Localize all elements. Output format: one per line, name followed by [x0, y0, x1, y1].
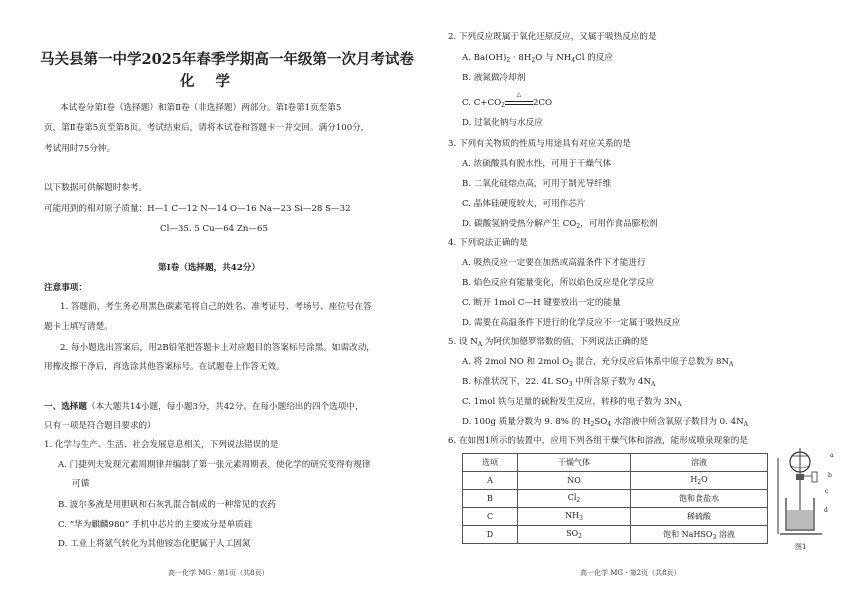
gas-cell: $Cl_2$ — [518, 490, 631, 508]
data-note: 以下数据可供解题时参考。 — [44, 183, 148, 193]
section-title: 第Ⅰ卷（选择题，共42分） — [158, 263, 260, 273]
option-c: C. $C+CO_2$ △ 2CO — [462, 91, 553, 109]
notice-title: 注意事项： — [44, 283, 87, 293]
option-b: B. 液氮做冷却剂 — [462, 73, 526, 83]
table-header-cell: 选项 — [463, 454, 518, 472]
gas-cell: NO — [518, 472, 631, 490]
figure-label-a: a — [830, 452, 834, 459]
part-desc: 只有一项是符合题目要求的） — [44, 421, 156, 431]
table-row — [463, 526, 768, 544]
notice-item: 1. 答题前，考生务必用黑色碳素笔将自己的姓名、准考证号、考场号、座位号在答 — [60, 302, 372, 312]
options-table — [462, 453, 768, 544]
option-b: B. 二氧化硅熔点高，可用于制光导纤维 — [462, 179, 612, 189]
option-cell: A — [463, 472, 518, 490]
option-cell: C — [463, 508, 518, 526]
option-d: D. 需要在高温条件下进行的化学反应不一定属于吸热反应 — [462, 318, 681, 328]
notice-item: 2. 每小题选出答案后，用2B铅笔把答题卡上对应题目的答案标号涂黑。如需改动， — [60, 343, 375, 353]
option-c: C. “华为麒麟980” 手机中芯片的主要成分是单质硅 — [58, 520, 253, 530]
table-header-cell: 溶液 — [631, 454, 768, 472]
solution-cell: 饱和 NaHSO$_3$ 溶液 — [631, 526, 768, 544]
page-2 — [430, 0, 860, 592]
option-c: C. 断开 1mol C—H 键要放出一定的能量 — [462, 298, 621, 308]
table-row — [463, 490, 768, 508]
question-5: 5. 设 $N_A$ 为阿伏加德罗常数的值，下列说法正确的是 — [448, 337, 649, 348]
part-heading: 一、选择题（本大题共14小题，每小题3分，共42分。在每小题给出的四个选项中， — [44, 402, 364, 412]
solution-cell: 饱和食盐水 — [631, 490, 768, 508]
question-6: 6. 在如图1所示的装置中，应用下列各组干燥气体和溶液，能形成喷泉现象的是 — [448, 436, 748, 446]
figure-label-c: c — [825, 488, 829, 495]
subject-title: 化 学 — [180, 73, 239, 90]
option-a: A. 门捷列夫发现元素周期律并编制了第一张元素周期表，使化学的研究变得有规律 — [58, 460, 371, 470]
intro-line: 页，第Ⅱ卷第5页至第8页。考试结束后，请将本试卷和答题卡一并交回。满分100分， — [44, 123, 370, 133]
page-footer: 高一化学 MG · 第1页（共8页） — [168, 569, 269, 577]
option-a: A. 将 2mol NO 和 2mol $O_2$ 混合，充分反应后体系中原子总数为 $8N_A$ — [462, 357, 734, 368]
option-d: D. 碳酸氢钠受热分解产生 $CO_2$，可用作食品膨松剂 — [462, 219, 658, 230]
intro-line: 考试用时75分钟。 — [44, 144, 116, 154]
option-c: C. 1mol 铁与足量的硫粉发生反应，转移的电子数为 $3N_A$ — [462, 397, 682, 408]
question-2: 2. 下列反应既属于氧化还原反应，又属于吸热反应的是 — [448, 32, 657, 42]
notice-item: 题卡上填写清楚。 — [44, 322, 113, 332]
option-d: D. 100g 质量分数为 9. 8% 的 $H_2SO_4$ 水溶液中所含氧原子数目为 0. $4N_A$ — [462, 417, 748, 428]
table-row — [463, 508, 768, 526]
solution-cell: $H_2O$ — [631, 472, 768, 490]
solution-cell: 稀硫酸 — [631, 508, 768, 526]
option-c: C. 晶体硅硬度较大，可用作芯片 — [462, 199, 586, 209]
option-cell: D — [463, 526, 518, 544]
question-4: 4. 下列说法正确的是 — [448, 238, 528, 248]
exam-title: 马关县第一中学2025年春季学期高一年级第一次月考试卷 — [40, 51, 414, 68]
option-a: A. $Ba(OH)_2 \cdot 8H_2O$ 与 $NH_4Cl$ 的反应 — [462, 53, 613, 64]
option-d: D. 过氧化钠与水反应 — [462, 118, 543, 128]
figure-label-b: b — [828, 472, 832, 479]
table-header-cell: 干燥气体 — [518, 454, 631, 472]
question-3: 3. 下列有关物质的性质与用途具有对应关系的是 — [448, 139, 631, 149]
gas-cell: $NH_3$ — [518, 508, 631, 526]
option-d: D. 工业上将氨气转化为其他铵态化肥属于人工固氮 — [58, 539, 251, 549]
table-row — [463, 472, 768, 490]
atomic-mass-line: Cl—35. 5 Cu—64 Zn—65 — [160, 224, 268, 234]
page-footer: 高一化学 MG · 第2页（共8页） — [580, 569, 681, 577]
option-b: B. 波尔多液是用胆矾和石灰乳混合制成的一种常见的农药 — [58, 500, 277, 510]
question-1: 1. 化学与生产、生活、社会发展息息相关，下列说法错误的是 — [44, 440, 279, 450]
atomic-mass-line: 可能用到的相对原子质量：H—1 C—12 N—14 O—16 Na—23 Si—28 S—32 — [44, 204, 351, 214]
notice-item: 用橡皮擦干净后，再选涂其他答案标号。在试题卷上作答无效。 — [44, 362, 285, 372]
intro-line: 本试卷分第Ⅰ卷（选择题）和第Ⅱ卷（非选择题）两部分。第Ⅰ卷第1页至第5 — [60, 103, 342, 113]
option-a: A. 吸热反应一定要在加热或高温条件下才能进行 — [462, 258, 646, 268]
option-b: B. 焰色反应有能量变化，所以焰色反应是化学反应 — [462, 278, 655, 288]
figure-caption: 图1 — [795, 543, 807, 551]
option-b: B. 标准状况下，22. 4L $SO_3$ 中所含原子数为 $4N_A$ — [462, 377, 656, 388]
figure-label-d: d — [824, 507, 828, 514]
table-header — [463, 454, 768, 472]
option-a: A. 浓硫酸具有脱水性，可用于干燥气体 — [462, 159, 612, 169]
option-cell: B — [463, 490, 518, 508]
option-a-cont: 可循 — [72, 479, 90, 489]
gas-cell: $SO_2$ — [518, 526, 631, 544]
